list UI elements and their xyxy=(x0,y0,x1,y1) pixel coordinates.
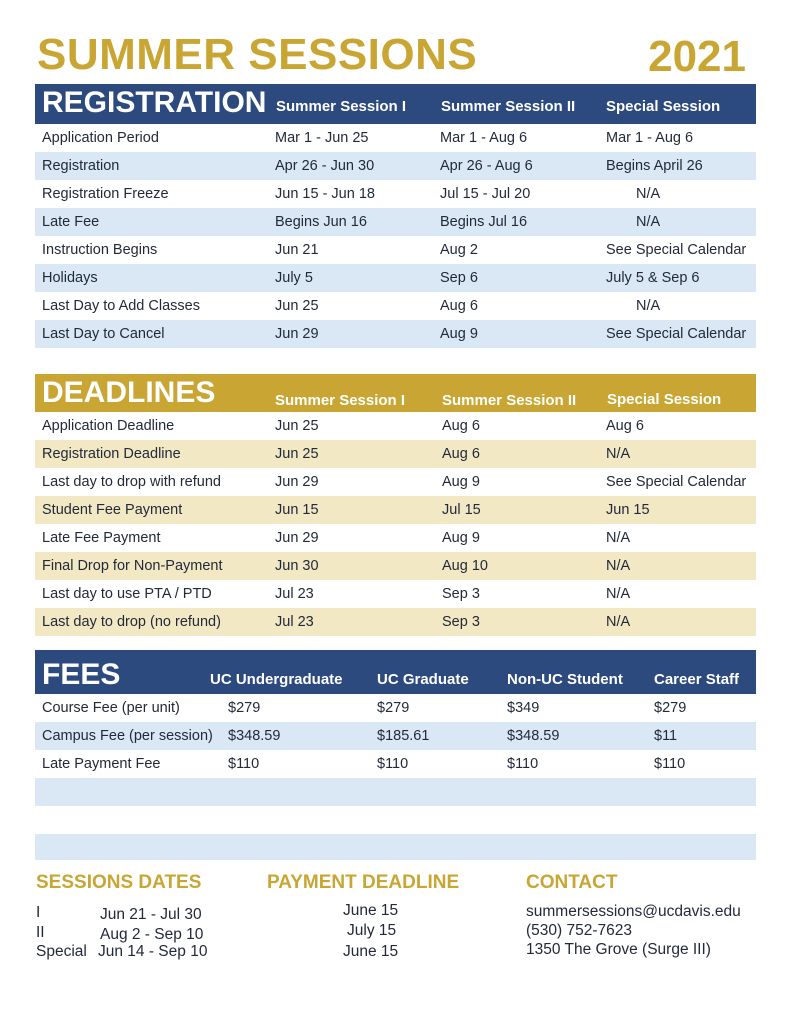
registration-row-label: Instruction Begins xyxy=(42,242,158,258)
registration-cell-sp: Begins April 26 xyxy=(606,158,703,174)
session-name-1: I xyxy=(36,904,41,921)
deadlines-cell-s2: Aug 9 xyxy=(442,530,480,546)
deadlines-cell-sp: N/A xyxy=(606,530,631,546)
fees-cell-c3: $348.59 xyxy=(507,728,560,744)
deadlines-row-label: Last day to use PTA / PTD xyxy=(42,586,212,602)
registration-cell-s1: Jun 21 xyxy=(275,242,319,258)
session-dates-2: Aug 2 - Sep 10 xyxy=(100,926,204,943)
deadlines-cell-s1: Jun 25 xyxy=(275,446,319,462)
deadlines-col-session-2: Summer Session II xyxy=(442,392,577,409)
deadlines-header xyxy=(35,374,756,412)
fees-cell-c2: $279 xyxy=(377,700,410,716)
deadlines-row xyxy=(35,608,756,636)
fees-row-label: Late Payment Fee xyxy=(42,756,161,772)
deadlines-row-label: Late Fee Payment xyxy=(42,530,161,546)
deadlines-row xyxy=(35,412,756,440)
deadlines-col-special: Special Session xyxy=(607,391,722,408)
deadlines-row-label: Registration Deadline xyxy=(42,446,181,462)
contact-heading: CONTACT xyxy=(526,872,618,893)
contact-email[interactable]: summersessions@ucdavis.edu xyxy=(526,903,741,920)
registration-row xyxy=(35,180,756,208)
deadlines-rows xyxy=(35,412,756,636)
payment-deadline-1: June 15 xyxy=(343,902,399,919)
deadlines-cell-s2: Aug 10 xyxy=(442,558,488,574)
deadlines-cell-sp: Jun 15 xyxy=(606,502,650,518)
deadlines-row-label: Last day to drop (no refund) xyxy=(42,614,221,630)
deadlines-cell-sp: N/A xyxy=(606,558,631,574)
deadlines-row xyxy=(35,524,756,552)
payment-deadline-heading: PAYMENT DEADLINE xyxy=(267,872,460,893)
deadlines-row xyxy=(35,580,756,608)
session-name-2: II xyxy=(36,924,45,941)
sessions-dates-heading: SESSIONS DATES xyxy=(36,872,202,893)
registration-row xyxy=(35,292,756,320)
deadlines-heading: DEADLINES xyxy=(42,376,216,409)
registration-col-special: Special Session xyxy=(606,98,721,115)
registration-cell-s2: Aug 9 xyxy=(440,326,478,342)
deadlines-cell-s2: Sep 3 xyxy=(442,586,480,602)
deadlines-cell-sp: N/A xyxy=(606,614,631,630)
fees-cell-c4: $279 xyxy=(654,700,687,716)
registration-col-session-2: Summer Session II xyxy=(441,98,576,115)
contact-address: 1350 The Grove (Surge III) xyxy=(526,941,711,958)
registration-row-label: Last Day to Add Classes xyxy=(42,298,200,314)
fees-table xyxy=(35,650,756,806)
registration-cell-sp: N/A xyxy=(636,214,661,230)
deadlines-row xyxy=(35,440,756,468)
fees-col-uc-undergraduate: UC Undergraduate xyxy=(210,671,343,688)
payment-deadline-2: July 15 xyxy=(347,922,397,939)
fees-row xyxy=(35,722,756,750)
registration-heading: REGISTRATION xyxy=(42,86,267,119)
deadlines-cell-s1: Jul 23 xyxy=(275,586,314,602)
fees-row xyxy=(35,750,756,778)
deadlines-row-label: Application Deadline xyxy=(42,418,175,434)
registration-cell-sp: July 5 & Sep 6 xyxy=(606,270,700,286)
deadlines-cell-sp: See Special Calendar xyxy=(606,474,747,490)
registration-row-label: Application Period xyxy=(42,130,159,146)
fees-row-label: Course Fee (per unit) xyxy=(42,700,180,716)
deadlines-table xyxy=(35,374,756,636)
session-dates-1: Jun 21 - Jul 30 xyxy=(100,906,202,923)
fees-empty-row xyxy=(35,778,756,806)
fees-col-career-staff: Career Staff xyxy=(654,671,740,688)
divider-band xyxy=(35,834,756,860)
fees-row-label: Campus Fee (per session) xyxy=(42,728,213,744)
fees-cell-c1: $110 xyxy=(228,756,260,772)
registration-cell-s2: Sep 6 xyxy=(440,270,478,286)
deadlines-cell-sp: Aug 6 xyxy=(606,418,644,434)
registration-cell-s1: Mar 1 - Jun 25 xyxy=(275,130,369,146)
page-year: 2021 xyxy=(648,32,746,81)
registration-row-label: Last Day to Cancel xyxy=(42,326,165,342)
fees-cell-c4: $110 xyxy=(654,756,686,772)
deadlines-cell-s1: Jun 30 xyxy=(275,558,319,574)
deadlines-cell-s1: Jul 23 xyxy=(275,614,314,630)
fees-cell-c2: $110 xyxy=(377,756,409,772)
deadlines-row-label: Last day to drop with refund xyxy=(42,474,221,490)
fees-heading: FEES xyxy=(42,658,121,691)
fees-cell-c1: $279 xyxy=(228,700,261,716)
contact-phone[interactable]: (530) 752-7623 xyxy=(526,922,632,939)
session-name-3: Special xyxy=(36,943,87,960)
deadlines-cell-s2: Sep 3 xyxy=(442,614,480,630)
deadlines-col-session-1: Summer Session I xyxy=(275,392,406,409)
deadlines-cell-s2: Aug 6 xyxy=(442,446,480,462)
registration-col-session-1: Summer Session I xyxy=(276,98,407,115)
deadlines-cell-s1: Jun 15 xyxy=(275,502,319,518)
deadlines-row xyxy=(35,468,756,496)
deadlines-row xyxy=(35,552,756,580)
registration-cell-s2: Aug 6 xyxy=(440,298,478,314)
registration-cell-s2: Aug 2 xyxy=(440,242,478,258)
registration-cell-sp: Mar 1 - Aug 6 xyxy=(606,130,694,146)
fees-cell-c4: $11 xyxy=(654,728,678,744)
registration-cell-s1: July 5 xyxy=(275,270,313,286)
registration-cell-s1: Apr 26 - Jun 30 xyxy=(275,158,375,174)
registration-cell-sp: See Special Calendar xyxy=(606,242,747,258)
page-title: SUMMER SESSIONS xyxy=(37,30,478,79)
registration-row-label: Holidays xyxy=(42,270,98,286)
deadlines-cell-sp: N/A xyxy=(606,586,631,602)
fees-cell-c1: $348.59 xyxy=(228,728,281,744)
registration-row xyxy=(35,264,756,292)
fees-row xyxy=(35,694,756,722)
fees-cell-c3: $349 xyxy=(507,700,540,716)
deadlines-row-label: Student Fee Payment xyxy=(42,502,183,518)
deadlines-cell-sp: N/A xyxy=(606,446,631,462)
fees-col-uc-graduate: UC Graduate xyxy=(377,671,469,688)
registration-header xyxy=(35,84,756,124)
registration-cell-s1: Begins Jun 16 xyxy=(275,214,367,230)
registration-row xyxy=(35,152,756,180)
registration-table xyxy=(35,84,756,348)
registration-cell-s1: Jun 29 xyxy=(275,326,319,342)
registration-row-label: Registration Freeze xyxy=(42,186,169,202)
registration-row xyxy=(35,320,756,348)
registration-cell-sp: See Special Calendar xyxy=(606,326,747,342)
registration-cell-sp: N/A xyxy=(636,186,661,202)
registration-cell-s2: Mar 1 - Aug 6 xyxy=(440,130,528,146)
registration-row-label: Late Fee xyxy=(42,214,100,230)
registration-row xyxy=(35,124,756,152)
registration-cell-s1: Jun 25 xyxy=(275,298,319,314)
fees-cell-c2: $185.61 xyxy=(377,728,430,744)
deadlines-cell-s2: Aug 6 xyxy=(442,418,480,434)
registration-cell-sp: N/A xyxy=(636,298,661,314)
registration-rows xyxy=(35,124,756,348)
deadlines-cell-s1: Jun 25 xyxy=(275,418,319,434)
deadlines-cell-s1: Jun 29 xyxy=(275,530,319,546)
deadlines-row-label: Final Drop for Non-Payment xyxy=(42,558,223,574)
registration-row xyxy=(35,208,756,236)
registration-cell-s2: Apr 26 - Aug 6 xyxy=(440,158,533,174)
registration-row xyxy=(35,236,756,264)
registration-cell-s1: Jun 15 - Jun 18 xyxy=(275,186,375,202)
registration-cell-s2: Jul 15 - Jul 20 xyxy=(440,186,531,202)
registration-cell-s2: Begins Jul 16 xyxy=(440,214,528,230)
deadlines-cell-s2: Aug 9 xyxy=(442,474,480,490)
deadlines-cell-s1: Jun 29 xyxy=(275,474,319,490)
deadlines-row xyxy=(35,496,756,524)
fees-rows xyxy=(35,694,756,778)
fees-col-non-uc-student: Non-UC Student xyxy=(507,671,623,688)
deadlines-cell-s2: Jul 15 xyxy=(442,502,481,518)
payment-deadline-3: June 15 xyxy=(343,943,399,960)
fees-cell-c3: $110 xyxy=(507,756,539,772)
fees-header xyxy=(35,650,756,694)
session-dates-3: Jun 14 - Sep 10 xyxy=(98,943,208,960)
registration-row-label: Registration xyxy=(42,158,120,174)
